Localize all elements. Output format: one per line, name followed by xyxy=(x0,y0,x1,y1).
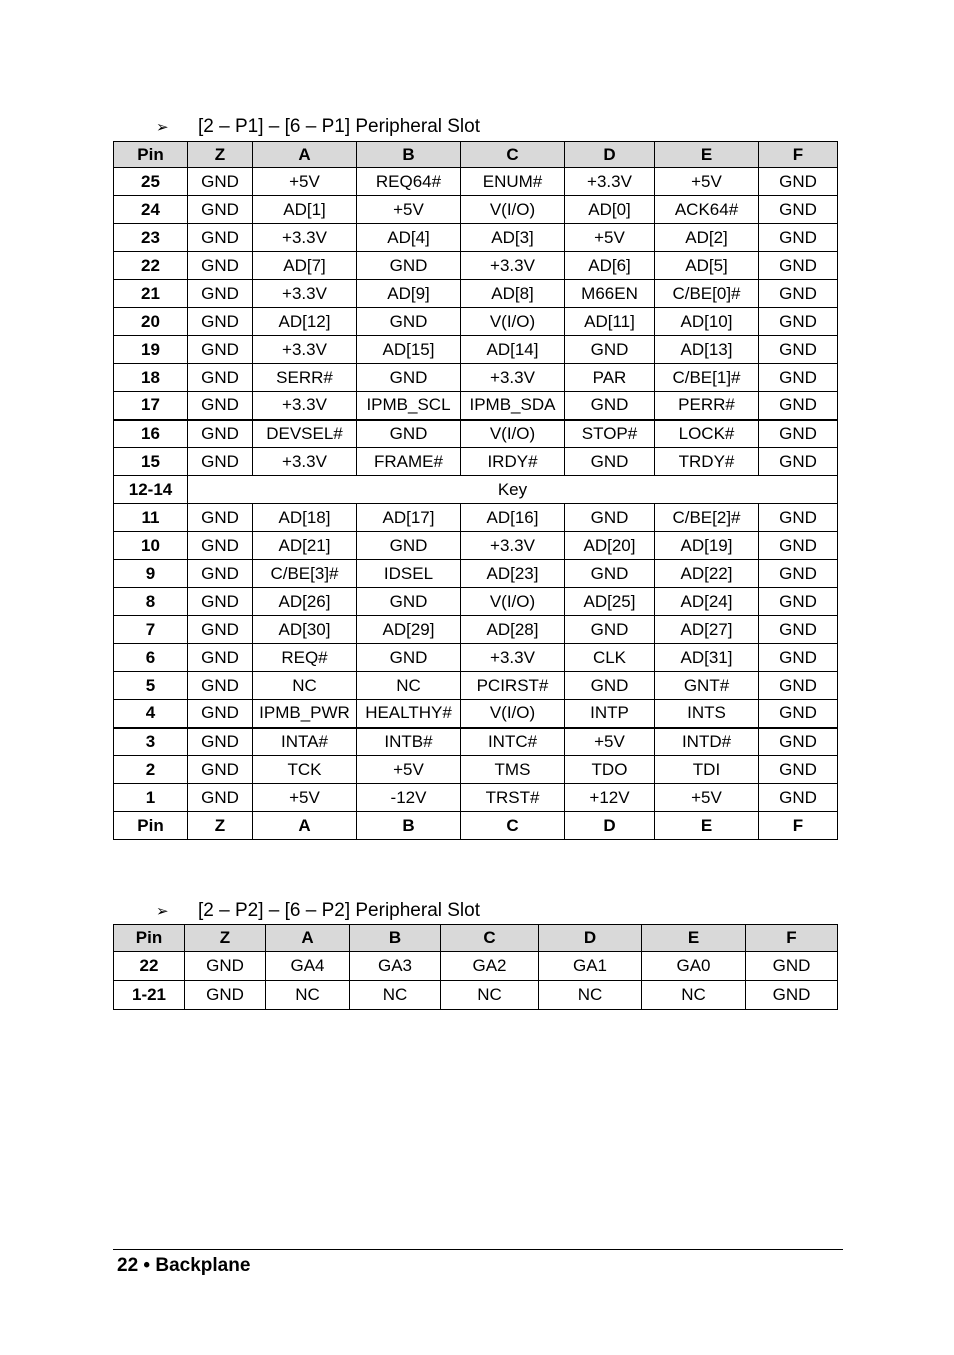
table-row xyxy=(114,588,838,616)
signal-cell: GND xyxy=(188,644,253,672)
pin-number-cell: 9 xyxy=(114,560,188,588)
signal-cell: GND xyxy=(188,756,253,784)
page-number: 22 xyxy=(117,1255,139,1276)
section-title-p1 xyxy=(156,116,480,138)
pin-number-cell: 10 xyxy=(114,532,188,560)
signal-cell: GND xyxy=(759,224,838,252)
signal-cell: -12V xyxy=(357,784,461,812)
signal-cell: GND xyxy=(759,252,838,280)
signal-cell: INTD# xyxy=(655,728,759,756)
signal-cell: LOCK# xyxy=(655,420,759,448)
column-header-pin: Pin xyxy=(114,142,188,168)
pin-number-cell: 7 xyxy=(114,616,188,644)
table-row xyxy=(114,756,838,784)
signal-cell: TRDY# xyxy=(655,448,759,476)
signal-cell: AD[30] xyxy=(253,616,357,644)
signal-cell: STOP# xyxy=(565,420,655,448)
signal-cell: INTS xyxy=(655,700,759,728)
signal-cell: PCIRST# xyxy=(461,672,565,700)
signal-cell: GND xyxy=(565,616,655,644)
pin-number-cell: 19 xyxy=(114,336,188,364)
footer-divider xyxy=(113,1249,843,1250)
pin-number-cell: 25 xyxy=(114,168,188,196)
column-header-b: B xyxy=(357,142,461,168)
signal-cell: NC xyxy=(441,981,539,1010)
footer-column-label: B xyxy=(357,812,461,840)
table-row xyxy=(114,784,838,812)
signal-cell: GND xyxy=(188,784,253,812)
signal-cell: +5V xyxy=(655,784,759,812)
signal-cell: +12V xyxy=(565,784,655,812)
table-row xyxy=(114,532,838,560)
table-row xyxy=(114,981,838,1010)
signal-cell: SERR# xyxy=(253,364,357,392)
signal-cell: GND xyxy=(759,364,838,392)
signal-cell: GND xyxy=(357,364,461,392)
signal-cell: IPMB_PWR xyxy=(253,700,357,728)
table-row xyxy=(114,728,838,756)
signal-cell: NC xyxy=(266,981,350,1010)
signal-cell: GND xyxy=(188,224,253,252)
signal-cell: AD[8] xyxy=(461,280,565,308)
arrowhead-bullet-icon: ➢ xyxy=(156,902,169,920)
column-header-a: A xyxy=(253,142,357,168)
signal-cell: GND xyxy=(188,420,253,448)
signal-cell: GND xyxy=(188,196,253,224)
pin-number-cell: 1-21 xyxy=(114,981,185,1010)
signal-cell: AD[28] xyxy=(461,616,565,644)
table-row xyxy=(114,672,838,700)
signal-cell: GND xyxy=(188,308,253,336)
table-row xyxy=(114,420,838,448)
signal-cell: IDSEL xyxy=(357,560,461,588)
key-cell: Key xyxy=(188,476,838,504)
pin-number-cell: 16 xyxy=(114,420,188,448)
signal-cell: GND xyxy=(188,252,253,280)
signal-cell: GND xyxy=(759,756,838,784)
signal-cell: GND xyxy=(759,448,838,476)
signal-cell: REQ64# xyxy=(357,168,461,196)
signal-cell: +5V xyxy=(357,196,461,224)
column-header-pin: Pin xyxy=(114,925,185,952)
signal-cell: GA0 xyxy=(642,952,746,981)
signal-cell: GND xyxy=(565,560,655,588)
table-footer-row xyxy=(114,812,838,840)
column-header-b: B xyxy=(350,925,441,952)
signal-cell: AD[10] xyxy=(655,308,759,336)
signal-cell: IPMB_SDA xyxy=(461,392,565,420)
signal-cell: GND xyxy=(759,392,838,420)
table-row xyxy=(114,364,838,392)
signal-cell: AD[27] xyxy=(655,616,759,644)
signal-cell: GND xyxy=(759,644,838,672)
column-header-e: E xyxy=(642,925,746,952)
footer-column-label: Pin xyxy=(114,812,188,840)
signal-cell: GND xyxy=(188,672,253,700)
signal-cell: AD[29] xyxy=(357,616,461,644)
arrowhead-bullet-icon: ➢ xyxy=(156,118,169,136)
section-title-p2-text: [2 – P2] – [6 – P2] Peripheral Slot xyxy=(198,900,481,921)
table-row xyxy=(114,252,838,280)
signal-cell: AD[24] xyxy=(655,588,759,616)
signal-cell: AD[15] xyxy=(357,336,461,364)
table-row xyxy=(114,168,838,196)
signal-cell: GND xyxy=(565,392,655,420)
signal-cell: +3.3V xyxy=(565,168,655,196)
pin-number-cell: 1 xyxy=(114,784,188,812)
pinout-table-p2 xyxy=(113,924,838,1010)
signal-cell: NC xyxy=(253,672,357,700)
signal-cell: +5V xyxy=(253,168,357,196)
column-header-a: A xyxy=(266,925,350,952)
signal-cell: AD[25] xyxy=(565,588,655,616)
footer-column-label: C xyxy=(461,812,565,840)
signal-cell: V(I/O) xyxy=(461,196,565,224)
signal-cell: PAR xyxy=(565,364,655,392)
signal-cell: GND xyxy=(759,588,838,616)
signal-cell: AD[20] xyxy=(565,532,655,560)
signal-cell: M66EN xyxy=(565,280,655,308)
signal-cell: GND xyxy=(759,616,838,644)
column-header-z: Z xyxy=(188,142,253,168)
signal-cell: AD[1] xyxy=(253,196,357,224)
signal-cell: TDO xyxy=(565,756,655,784)
pin-number-cell: 2 xyxy=(114,756,188,784)
pinout-table-p1 xyxy=(113,141,838,840)
footer-column-label: E xyxy=(655,812,759,840)
pin-number-cell: 24 xyxy=(114,196,188,224)
table-row xyxy=(114,308,838,336)
table-row xyxy=(114,476,838,504)
signal-cell: GND xyxy=(759,700,838,728)
signal-cell: NC xyxy=(357,672,461,700)
signal-cell: V(I/O) xyxy=(461,308,565,336)
footer-column-label: Z xyxy=(188,812,253,840)
pin-number-cell: 20 xyxy=(114,308,188,336)
signal-cell: IPMB_SCL xyxy=(357,392,461,420)
signal-cell: GA3 xyxy=(350,952,441,981)
table-row xyxy=(114,644,838,672)
signal-cell: AD[5] xyxy=(655,252,759,280)
signal-cell: AD[6] xyxy=(565,252,655,280)
signal-cell: GND xyxy=(188,560,253,588)
signal-cell: GND xyxy=(188,336,253,364)
signal-cell: TDI xyxy=(655,756,759,784)
signal-cell: +3.3V xyxy=(461,644,565,672)
signal-cell: GND xyxy=(188,532,253,560)
signal-cell: AD[12] xyxy=(253,308,357,336)
pin-number-cell: 11 xyxy=(114,504,188,532)
signal-cell: AD[7] xyxy=(253,252,357,280)
signal-cell: AD[22] xyxy=(655,560,759,588)
table-row xyxy=(114,560,838,588)
pin-number-cell: 8 xyxy=(114,588,188,616)
signal-cell: INTC# xyxy=(461,728,565,756)
signal-cell: GND xyxy=(759,420,838,448)
signal-cell: NC xyxy=(539,981,642,1010)
signal-cell: AD[17] xyxy=(357,504,461,532)
signal-cell: ENUM# xyxy=(461,168,565,196)
signal-cell: INTB# xyxy=(357,728,461,756)
signal-cell: +3.3V xyxy=(253,336,357,364)
signal-cell: C/BE[2]# xyxy=(655,504,759,532)
signal-cell: TMS xyxy=(461,756,565,784)
column-header-d: D xyxy=(539,925,642,952)
signal-cell: HEALTHY# xyxy=(357,700,461,728)
signal-cell: AD[13] xyxy=(655,336,759,364)
signal-cell: +3.3V xyxy=(461,364,565,392)
column-header-e: E xyxy=(655,142,759,168)
page-footer xyxy=(117,1255,250,1277)
section-title-p2 xyxy=(156,900,480,922)
column-header-c: C xyxy=(461,142,565,168)
signal-cell: GND xyxy=(565,336,655,364)
signal-cell: GND xyxy=(759,532,838,560)
signal-cell: GND xyxy=(759,308,838,336)
signal-cell: C/BE[0]# xyxy=(655,280,759,308)
signal-cell: GND xyxy=(565,504,655,532)
signal-cell: GND xyxy=(357,588,461,616)
signal-cell: GND xyxy=(759,196,838,224)
table-header-row xyxy=(114,142,838,168)
signal-cell: C/BE[1]# xyxy=(655,364,759,392)
signal-cell: V(I/O) xyxy=(461,588,565,616)
signal-cell: +3.3V xyxy=(253,280,357,308)
table-row xyxy=(114,336,838,364)
signal-cell: GND xyxy=(759,168,838,196)
signal-cell: GA2 xyxy=(441,952,539,981)
column-header-d: D xyxy=(565,142,655,168)
signal-cell: AD[3] xyxy=(461,224,565,252)
signal-cell: GND xyxy=(188,728,253,756)
signal-cell: GND xyxy=(746,981,838,1010)
table-header-row xyxy=(114,925,838,952)
signal-cell: GND xyxy=(188,448,253,476)
table-row xyxy=(114,504,838,532)
pin-number-cell: 23 xyxy=(114,224,188,252)
pin-number-cell: 12-14 xyxy=(114,476,188,504)
table-row xyxy=(114,392,838,420)
pin-number-cell: 3 xyxy=(114,728,188,756)
column-header-f: F xyxy=(746,925,838,952)
table-row xyxy=(114,448,838,476)
signal-cell: +5V xyxy=(357,756,461,784)
signal-cell: GND xyxy=(357,420,461,448)
footer-column-label: D xyxy=(565,812,655,840)
signal-cell: GND xyxy=(759,672,838,700)
signal-cell: INTA# xyxy=(253,728,357,756)
signal-cell: DEVSEL# xyxy=(253,420,357,448)
signal-cell: NC xyxy=(350,981,441,1010)
signal-cell: IRDY# xyxy=(461,448,565,476)
signal-cell: REQ# xyxy=(253,644,357,672)
pin-number-cell: 17 xyxy=(114,392,188,420)
signal-cell: GND xyxy=(746,952,838,981)
signal-cell: GA1 xyxy=(539,952,642,981)
table-row xyxy=(114,700,838,728)
signal-cell: GND xyxy=(188,280,253,308)
signal-cell: V(I/O) xyxy=(461,700,565,728)
pin-number-cell: 18 xyxy=(114,364,188,392)
signal-cell: +3.3V xyxy=(253,392,357,420)
signal-cell: GND xyxy=(759,336,838,364)
signal-cell: +5V xyxy=(565,728,655,756)
signal-cell: AD[18] xyxy=(253,504,357,532)
pin-number-cell: 5 xyxy=(114,672,188,700)
signal-cell: +3.3V xyxy=(461,532,565,560)
signal-cell: TCK xyxy=(253,756,357,784)
signal-cell: AD[11] xyxy=(565,308,655,336)
signal-cell: GND xyxy=(185,952,266,981)
footer-column-label: F xyxy=(759,812,838,840)
signal-cell: GND xyxy=(188,392,253,420)
signal-cell: GND xyxy=(759,280,838,308)
signal-cell: AD[16] xyxy=(461,504,565,532)
pin-number-cell: 4 xyxy=(114,700,188,728)
signal-cell: AD[0] xyxy=(565,196,655,224)
signal-cell: GND xyxy=(188,504,253,532)
pin-number-cell: 6 xyxy=(114,644,188,672)
signal-cell: PERR# xyxy=(655,392,759,420)
signal-cell: GND xyxy=(759,784,838,812)
table-row xyxy=(114,280,838,308)
table-row xyxy=(114,224,838,252)
signal-cell: GND xyxy=(759,560,838,588)
signal-cell: GND xyxy=(759,728,838,756)
signal-cell: CLK xyxy=(565,644,655,672)
signal-cell: GND xyxy=(357,532,461,560)
signal-cell: FRAME# xyxy=(357,448,461,476)
signal-cell: +5V xyxy=(565,224,655,252)
signal-cell: GND xyxy=(759,504,838,532)
signal-cell: TRST# xyxy=(461,784,565,812)
signal-cell: +5V xyxy=(655,168,759,196)
signal-cell: V(I/O) xyxy=(461,420,565,448)
signal-cell: GND xyxy=(565,672,655,700)
pin-number-cell: 15 xyxy=(114,448,188,476)
signal-cell: AD[23] xyxy=(461,560,565,588)
signal-cell: GND xyxy=(188,616,253,644)
signal-cell: AD[2] xyxy=(655,224,759,252)
table-row xyxy=(114,196,838,224)
signal-cell: GND xyxy=(188,364,253,392)
signal-cell: GND xyxy=(357,252,461,280)
signal-cell: GND xyxy=(357,308,461,336)
signal-cell: INTP xyxy=(565,700,655,728)
section-title-p1-text: [2 – P1] – [6 – P1] Peripheral Slot xyxy=(198,116,481,137)
signal-cell: AD[9] xyxy=(357,280,461,308)
table-row xyxy=(114,952,838,981)
signal-cell: +3.3V xyxy=(253,448,357,476)
footer-section-name: Backplane xyxy=(155,1255,251,1276)
signal-cell: +3.3V xyxy=(461,252,565,280)
signal-cell: GA4 xyxy=(266,952,350,981)
signal-cell: AD[21] xyxy=(253,532,357,560)
signal-cell: AD[19] xyxy=(655,532,759,560)
signal-cell: +5V xyxy=(253,784,357,812)
footer-column-label: A xyxy=(253,812,357,840)
signal-cell: ACK64# xyxy=(655,196,759,224)
table-row xyxy=(114,616,838,644)
signal-cell: GND xyxy=(357,644,461,672)
signal-cell: GND xyxy=(185,981,266,1010)
signal-cell: +3.3V xyxy=(253,224,357,252)
signal-cell: C/BE[3]# xyxy=(253,560,357,588)
pin-number-cell: 21 xyxy=(114,280,188,308)
signal-cell: AD[26] xyxy=(253,588,357,616)
column-header-c: C xyxy=(441,925,539,952)
signal-cell: AD[14] xyxy=(461,336,565,364)
signal-cell: GND xyxy=(188,168,253,196)
signal-cell: AD[31] xyxy=(655,644,759,672)
column-header-z: Z xyxy=(185,925,266,952)
signal-cell: NC xyxy=(642,981,746,1010)
footer-bullet: • xyxy=(143,1255,151,1276)
pin-number-cell: 22 xyxy=(114,952,185,981)
signal-cell: GNT# xyxy=(655,672,759,700)
signal-cell: GND xyxy=(565,448,655,476)
signal-cell: GND xyxy=(188,700,253,728)
column-header-f: F xyxy=(759,142,838,168)
signal-cell: AD[4] xyxy=(357,224,461,252)
pin-number-cell: 22 xyxy=(114,252,188,280)
signal-cell: GND xyxy=(188,588,253,616)
